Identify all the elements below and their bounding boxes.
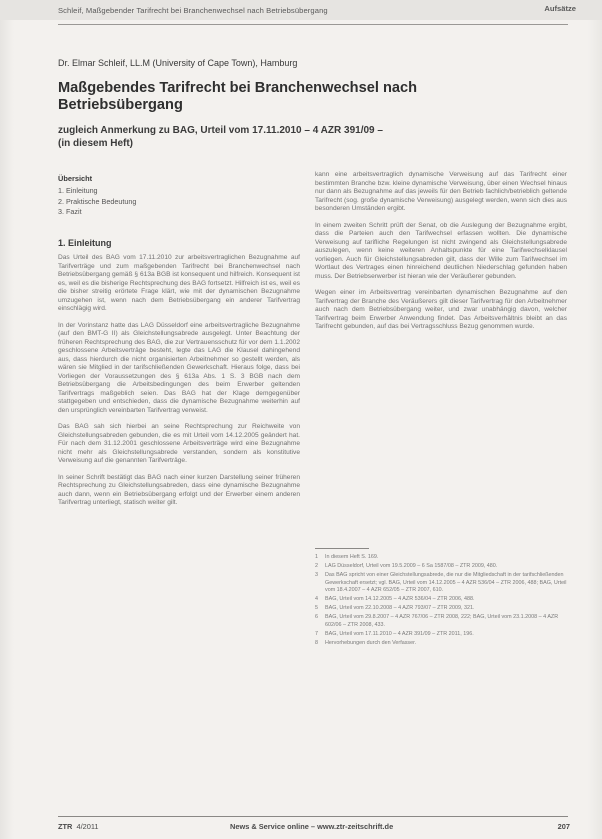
toc-item: 1. Einleitung [58,186,98,195]
body-paragraph: In seiner Schrift bestätigt das BAG nach einer kurzen Darstellung seiner früheren Rechtsprechung zu Gleichstellungsabreden, dass eine dynamische Bezugnahme auch dann, wenn ein Betriebsübergang erfolgt und der Erwerber einem anderen Tarifvertrag unterliegt, statisch weiter gilt. [58,473,300,506]
footnote [315,640,567,647]
article-title-line: Betriebsübergang [58,97,183,113]
footnote-text: In diesem Heft S. 169. [325,554,379,560]
footnote [315,563,567,570]
footnote-text: LAG Düsseldorf, Urteil vom 19.5.2009 – 6 Sa 1587/08 – ZTR 2009, 480. [325,563,498,570]
footnotes [315,554,567,649]
footnote-number: 4 [315,596,318,603]
footnote [315,572,567,594]
footnote-text: BAG, Urteil vom 17.11.2010 – 4 AZR 391/09 – ZTR 2011, 196. [325,630,474,637]
footnote-text: Das BAG spricht von einer Gleichstellungsabrede, die nur die Mitgliedschaft in der tarifschließenden Gewerkschaft ersetzt; vgl. BAG, Urteil vom 14.12.2005 – 4 AZR 536/04 – ZTR 2006, 488; BAG, Urteil vom 18.4.2007 – 4 AZR 652/05 – ZTR 2007, 610. [325,572,567,593]
footnote [315,614,567,628]
footer-website: News & Service online – www.ztr-zeitschrift.de [230,822,394,831]
header-rule [58,24,568,25]
footnote-number: 1 [315,554,318,560]
journal-issue: 4/2011 [76,822,99,831]
body-paragraph: In einem zweiten Schritt prüft der Senat, ob die Auslegung der Bezugnahme ergibt, dass die Parteien auch den Tarifwechsel erfassen wollten. Die dynamische Verweisung auf tarifliche Regelungen ist nicht zwingend als Gleichstellungsabrede auszulegen, wenn keine weiteren Anhaltspunkte für eine Tarifwechselklausel vorliegen. Auch für Gleichstellungsabreden gilt, dass der Wille zum Tarifwechsel im Wortlaut des Vertrages einen hinreichend deutlichen Niederschlag gefunden haben muss. Der Betriebserwerber ist hieran wie der Veräußerer gebunden. [315,221,567,280]
footnote-rule [315,548,369,549]
footnote-text: BAG, Urteil vom 22.10.2008 – 4 AZR 793/07 – ZTR 2009, 321. [325,605,475,612]
body-column-right [315,171,567,332]
toc-item: 2. Praktische Bedeutung [58,196,137,206]
article-title [58,80,417,114]
body-paragraph: Wegen einer im Arbeitsvertrag vereinbarten dynamischen Bezugnahme auf den Tarifvertrag der Branche des Veräußerers gilt dieser Tarifvertrag für den Arbeitnehmer auch nach dem Betriebsübergang weiter, und zwar unabhängig davon, welcher Tarifvertrag beim Erwerber Anwendung findet. Das Arbeitsverhältnis bleibt an das Tarifrecht gebunden, auf das bei Vertragsschluss Bezug genommen wurde. [315,289,567,330]
toc-heading: Übersicht [58,174,93,183]
footer-rule [58,816,568,817]
article-subtitle-line: zugleich Anmerkung zu BAG, Urteil vom 17.11.2010 – 4 AZR 391/09 – [58,125,383,136]
table-of-contents [58,186,136,218]
footnote-text: BAG, Urteil vom 29.8.2007 – 4 AZR 767/06 – ZTR 2008, 222; BAG, Urteil vom 23.1.2008 – 4 AZR 602/06 – ZTR 2008, 433. [325,614,559,628]
footnote-number: 6 [315,614,318,621]
footnote-text: BAG, Urteil vom 14.12.2005 – 4 AZR 536/04 – ZTR 2006, 488. [325,596,475,603]
footnote-number: 8 [315,640,318,647]
footnote [315,596,567,603]
body-paragraph: kann eine arbeitsvertraglich dynamische Verweisung auf das Tarifrecht einer bestimmten Branche bzw. kleine dynamische Verweisung, über einen Wechsel hinaus nur dann als Bezugnahme auf das jeweils für den Betrieb fachlich/betrieblich geltende Tarifrecht (sog. große dynamische Verweisung) ausgelegt werden, wenn sich dies aus besonderen Umständen ergibt. [315,171,567,212]
section-heading: 1. Einleitung [58,238,112,248]
article-subtitle [58,124,383,150]
footnote-number: 7 [315,630,318,637]
footnote [315,554,567,561]
running-title: Schleif, Maßgebender Tarifrecht bei Branchenwechsel nach Betriebsübergang [58,6,328,15]
article-subtitle-line: (in diesem Heft) [58,138,134,149]
article-author: Dr. Elmar Schleif, LL.M (University of Cape Town), Hamburg [58,58,298,68]
footnote-text: Hervorhebungen durch den Verfasser. [325,640,417,647]
footer-journal [58,822,99,831]
body-paragraph: Das BAG sah sich hierbei an seine Rechtsprechung zur Reichweite von Gleichstellungsabreden gebunden, die es mit Urteil vom 14.12.2005 geändert hat. Für nach dem 31.12.2001 geschlossene Arbeitsverträge wird eine Bezugnahme nicht mehr als Gleichstellungsabrede verstanden, sondern als konstitutive Verweisung auf die genannten Tarifverträge. [58,423,300,464]
journal-name: ZTR [58,822,73,831]
body-column-left [58,254,300,508]
footnote-number: 5 [315,605,318,612]
footnote-number: 3 [315,572,318,579]
body-paragraph: In der Vorinstanz hatte das LAG Düsseldorf eine arbeitsvertragliche Bezugnahme (auf den BMT-G II) als Gleichstellungsabrede ausgelegt. Unter Beachtung der früheren Rechtsprechung des BAG, die zur Vertrauensschutz für vor dem 1.1.2002 geschlossene Arbeitsverträge besteht, legte das LAG die Klausel dahingehend aus, dass hierdurch die nicht organisierten Arbeitnehmer so gestellt werden, als wären sie Mitglied in der tarifschließenden Gewerkschaft. Hieraus folge, dass bei Vorliegen der Voraussetzungen des § 613a Abs. 1 S. 3 BGB nach dem Betriebsübergang die Arbeitsbedingungen des beim Erwerber geltenden Tarifvertrags maßgeblich seien. Das BAG hat der Klage demgegenüber stattgegeben und entschieden, dass die dynamische Bezugnahme weiterhin auf den ursprünglich vereinbarten Tarifvertrag verweist. [58,321,300,414]
footnote [315,631,567,638]
footnote [315,605,567,612]
footnote-number: 2 [315,563,318,570]
toc-item: 3. Fazit [58,207,82,216]
section-label: Aufsätze [544,4,576,13]
body-paragraph: Das Urteil des BAG vom 17.11.2010 zur arbeitsvertraglichen Bezugnahme auf Tarifverträge und zum maßgebenden Tarifrecht bei Branchenwechsel nach Betriebsübergang gemäß § 613a BGB ist konsequent und hilfreich. Konsequent ist es, weil es die bisherige Rechtsprechung des BAG fortsetzt. Hilfreich ist es, weil es die bisher streitig erörtete Frage klärt, wie mit der dynamischen Bezugnahme umzugehen ist, wenn nach dem Betriebsübergang ein anderer Tarifvertrag einschlägig wird. [58,254,300,312]
page-number: 207 [557,822,570,831]
article-title-line: Maßgebendes Tarifrecht bei Branchenwechsel nach [58,80,418,96]
